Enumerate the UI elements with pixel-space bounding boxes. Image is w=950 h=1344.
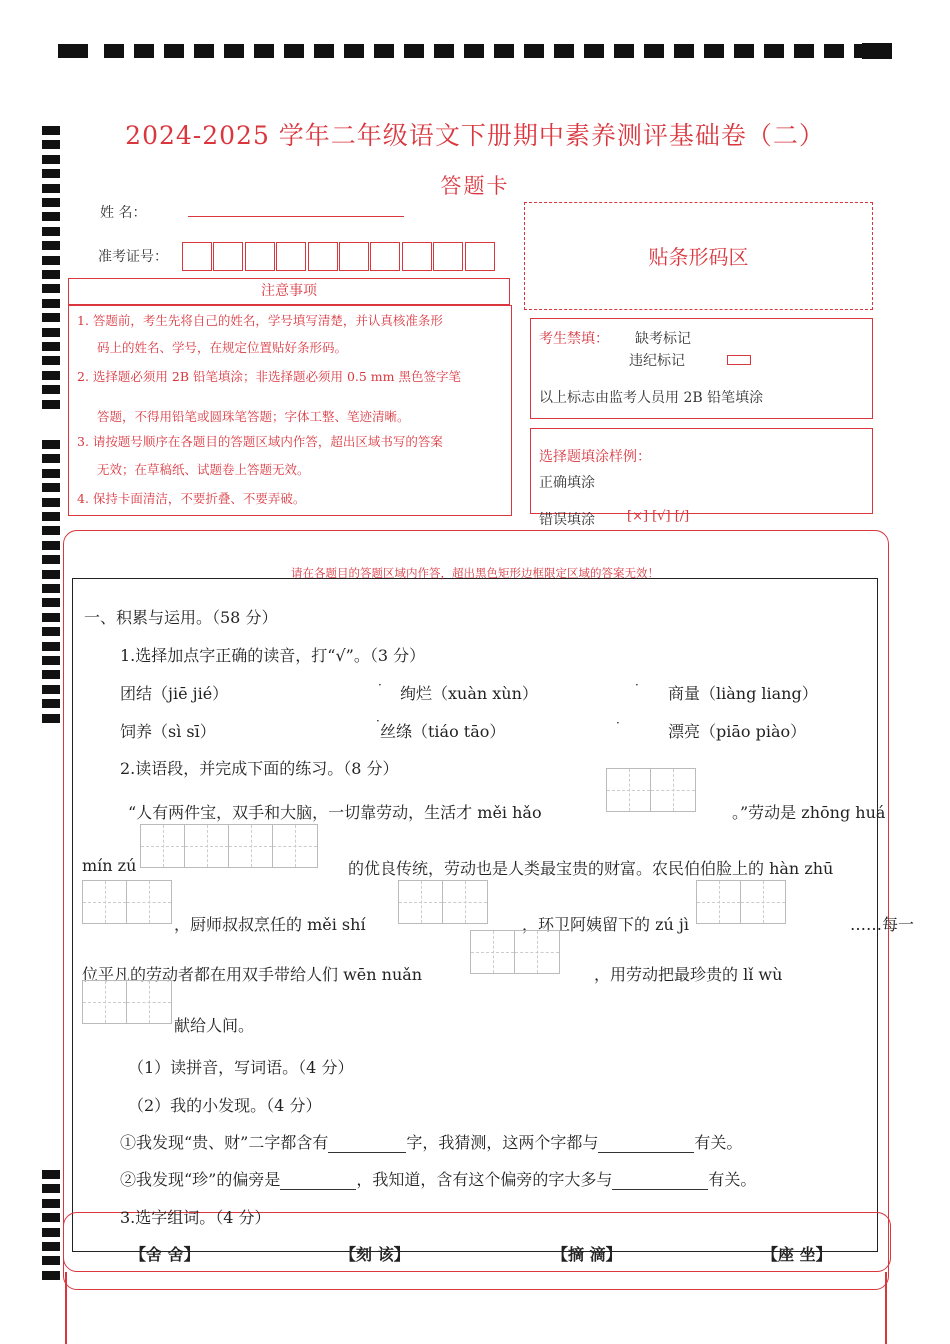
timing-mark: [42, 670, 60, 679]
answer-blank[interactable]: [598, 1133, 694, 1153]
passage-text: “人有两件宝，双手和大脑，一切靠劳动，生活才 měi hǎo: [128, 803, 542, 822]
page-title: 2024-2025 学年二年级语文下册期中素养测评基础卷（二）: [125, 121, 825, 150]
passage-text: ，厨师叔叔烹任的 měi shí: [174, 915, 366, 934]
violation-mark-box[interactable]: [727, 355, 751, 365]
writing-grid-zuji[interactable]: [696, 880, 786, 924]
passage-text: ……每一: [850, 915, 915, 934]
notice-item: 4. 保持卡面清洁，不要折叠、不要弄破。: [77, 491, 306, 506]
fill-example-box: [530, 428, 873, 528]
timing-mark: [42, 1184, 60, 1193]
word-pair: 【座 坐】: [762, 1245, 832, 1264]
passage-text: 。”劳动是 zhōng huá: [732, 803, 886, 822]
absent-mark-label: 缺考标记: [635, 331, 691, 347]
id-digit-cell[interactable]: [182, 242, 212, 271]
question-3-title: 3.选字组词。（4 分）: [120, 1208, 271, 1227]
timing-mark: [42, 685, 60, 694]
timing-mark: [42, 584, 60, 593]
timing-mark: [42, 512, 60, 521]
writing-grid-hanzhu[interactable]: [82, 880, 172, 924]
notice-item: 3. 请按题号顺序在各题目的答题区域内作答，超出区域书写的答案: [77, 434, 443, 449]
notice-item: 1. 答题前，考生先将自己的姓名，学号填写清楚，并认真核准条形: [77, 313, 443, 328]
timing-mark: [42, 356, 60, 365]
timing-mark: [42, 313, 60, 322]
timing-mark: [42, 256, 60, 265]
notice-item: 无效；在草稿纸、试题卷上答题无效。: [97, 462, 310, 477]
word-pair: 【舍 舍】: [130, 1245, 200, 1264]
finding-1: [120, 1130, 742, 1153]
timing-mark: [42, 270, 60, 279]
timing-mark: [42, 656, 60, 665]
timing-mark: [42, 454, 60, 463]
passage-text: ，用劳动把最珍贵的 lǐ wù: [594, 965, 783, 984]
timing-mark: [42, 400, 60, 409]
q1-option: 丝绦（tiáo tāo）: [380, 722, 506, 741]
barcode-label: 贴条形码区: [648, 245, 749, 269]
id-digit-cell[interactable]: [465, 242, 495, 271]
passage-text: mín zú: [82, 856, 137, 875]
writing-grid-liwu[interactable]: [82, 980, 172, 1024]
timing-mark: [42, 1199, 60, 1208]
wrong-fill-label: 错误填涂: [539, 512, 595, 528]
wrong-fill-marks: [×] [√] [/]: [627, 509, 690, 524]
timing-mark: [42, 328, 60, 337]
timing-mark: [42, 1213, 60, 1222]
answer-blank[interactable]: [328, 1133, 406, 1153]
finding-text: 有关。: [694, 1133, 743, 1152]
timing-mark: [42, 1170, 60, 1179]
barcode-area: [524, 202, 873, 310]
id-digit-cell[interactable]: [370, 242, 400, 271]
timing-mark: [42, 555, 60, 564]
id-digit-cell[interactable]: [402, 242, 432, 271]
timing-mark: [42, 227, 60, 236]
word-pair: 【摘 滴】: [552, 1245, 622, 1264]
next-region-right-edge: [885, 1272, 887, 1344]
top-timing-marks: [58, 44, 892, 60]
timing-mark: [42, 598, 60, 607]
forbidden-note: 以上标志由监考人员用 2B 铅笔填涂: [539, 390, 764, 406]
timing-mark: [42, 1228, 60, 1237]
finding-text: 字，我猜测，这两个字都与: [406, 1133, 599, 1152]
question-1-title: 1.选择加点字正确的读音，打“√”。（3 分）: [120, 646, 426, 665]
dot-mark: ·: [635, 678, 639, 692]
timing-mark: [42, 1242, 60, 1251]
timing-mark: [42, 498, 60, 507]
name-field[interactable]: [188, 216, 404, 217]
timing-mark: [42, 526, 60, 535]
answer-blank[interactable]: [280, 1170, 356, 1190]
notice-item: 答题，不得用铅笔或圆珠笔答题；字体工整、笔迹清晰。: [97, 409, 410, 424]
timing-mark: [42, 541, 60, 550]
finding-text: 有关。: [708, 1170, 757, 1189]
correct-fill-label: 正确填涂: [539, 475, 595, 491]
timing-mark: [42, 371, 60, 380]
id-digit-cell[interactable]: [433, 242, 463, 271]
next-region-left-edge: [65, 1272, 67, 1344]
forbidden-label: 考生禁填：: [539, 331, 609, 347]
finding-2: [120, 1167, 756, 1190]
q1-option: 饲养（sì sī）: [120, 722, 216, 741]
writing-grid-meihao[interactable]: [606, 768, 696, 812]
timing-mark: [42, 155, 60, 164]
dot-mark: ·: [376, 714, 380, 728]
id-label: 准考证号：: [98, 249, 168, 265]
timing-mark: [42, 212, 60, 221]
answer-warning: 请在各题目的答题区域内作答，超出黑色矩形边框限定区域的答案无效！: [291, 566, 659, 580]
q1-option: 绚烂（xuàn xùn）: [400, 684, 538, 703]
violation-mark-label: 违纪标记: [629, 353, 685, 369]
passage-text: 献给人间。: [174, 1016, 255, 1035]
timing-mark: [42, 642, 60, 651]
forbidden-box: [530, 318, 873, 419]
timing-mark: [42, 613, 60, 622]
name-label: 姓 名：: [100, 205, 147, 221]
finding-text: ①我发现“贵、财”二字都含有: [120, 1133, 329, 1152]
passage-text: 位平凡的劳动者都在用双手带给人们 wēn nuǎn: [82, 965, 423, 984]
timing-mark: [42, 714, 60, 723]
id-digit-cell[interactable]: [308, 242, 338, 271]
writing-grid-wennuan[interactable]: [470, 930, 560, 974]
passage-text: 的优良传统，劳动也是人类最宝贵的财富。农民伯伯脸上的 hàn zhū: [348, 859, 834, 878]
q1-option: 漂亮（piāo piào）: [668, 722, 807, 741]
timing-mark: [42, 627, 60, 636]
q1-option: 商量（liàng liang）: [668, 684, 818, 703]
finding-text: ②我发现“珍”的偏旁是: [120, 1170, 281, 1189]
answer-blank[interactable]: [612, 1170, 708, 1190]
timing-mark: [42, 1271, 60, 1280]
writing-grid-zhonghuaminzu[interactable]: [140, 824, 318, 868]
id-digit-cell[interactable]: [245, 242, 275, 271]
timing-mark: [42, 469, 60, 478]
timing-mark: [42, 241, 60, 250]
writing-grid-meishi[interactable]: [398, 880, 488, 924]
id-digit-cell[interactable]: [339, 242, 369, 271]
fill-example-label: 选择题填涂样例：: [539, 449, 651, 465]
q1-option: 团结（jiē jié）: [120, 684, 229, 703]
question-2-title: 2.读语段，并完成下面的练习。（8 分）: [120, 759, 399, 778]
passage-text: ，环卫阿姨留下的 zú jì: [522, 915, 689, 934]
timing-mark: [42, 699, 60, 708]
notice-title: 注意事项: [261, 283, 317, 299]
sub-question-1: （1）读拼音，写词语。（4 分）: [128, 1058, 354, 1077]
id-digit-cell[interactable]: [213, 242, 243, 271]
word-pair: 【刻 该】: [340, 1245, 410, 1264]
timing-mark: [42, 385, 60, 394]
timing-mark: [42, 299, 60, 308]
timing-mark: [42, 440, 60, 449]
page-subtitle: 答题卡: [440, 174, 510, 198]
dot-mark: ·: [616, 716, 620, 730]
timing-mark: [42, 483, 60, 492]
finding-text: ，我知道，含有这个偏旁的字大多与: [356, 1170, 613, 1189]
notice-header: [68, 278, 510, 305]
dot-mark: ·: [378, 678, 382, 692]
notice-item: 2. 选择题必须用 2B 铅笔填涂；非选择题必须用 0.5 mm 黑色签字笔: [77, 369, 461, 384]
notice-item: 码上的姓名、学号，在规定位置贴好条形码。: [97, 340, 348, 355]
section-heading: 一、积累与运用。（58 分）: [84, 608, 278, 627]
notice-body: [68, 305, 512, 516]
id-digit-cell[interactable]: [276, 242, 306, 271]
sub-question-2: （2）我的小发现。（4 分）: [128, 1096, 322, 1115]
timing-mark: [42, 1256, 60, 1265]
timing-mark: [42, 342, 60, 351]
timing-mark: [42, 284, 60, 293]
